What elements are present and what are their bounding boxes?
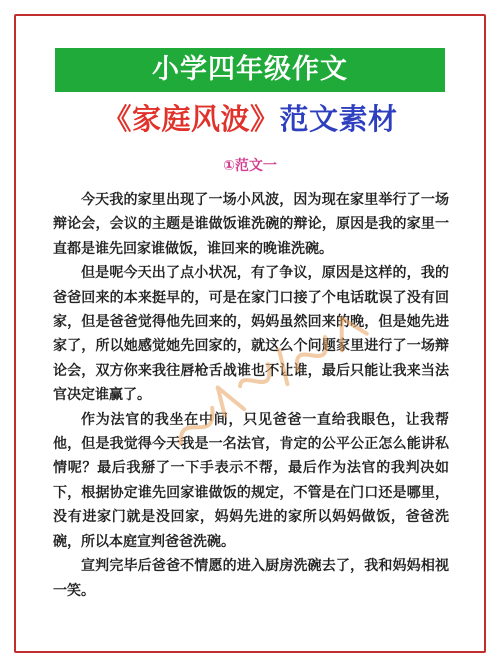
essay-paragraph-4: 宣判完毕后爸爸不情愿的进入厨房洗碗去了，我和妈妈相视一笑。 (53, 558, 449, 599)
subtitle-material-label: 范文素材 (279, 102, 398, 136)
subtitle-essay-title: 《家庭风波》 (102, 102, 280, 136)
essay-paragraph-1: 今天我的家里出现了一场小风波，因为现在家里举行了一场辩论会，会议的主题是谁做饭谁洗碗的辩论，原因是我的家里一直都是谁先回家谁做饭，谁回来的晚谁洗碗。 (53, 192, 449, 257)
essay-paragraph-3: 作为法官的我坐在中间，只见爸爸一直给我眼色，让我帮他，但是我觉得今天我是一名法官，肯定的公平公正怎么能讲私情呢？最后我掰了一下手表示不帮，最后作为法官的我判决如下，根据协定谁先回家谁做饭的规定，不管是在门口还是哪里，没有进家门就是没回家，妈妈先进的家所以妈妈做饭，爸爸洗碗，所以本庭宣判爸爸洗碗。 (53, 411, 449, 550)
essay-body (53, 188, 449, 603)
page-title-banner: 小学四年级作文 (55, 48, 445, 92)
page-subtitle (0, 96, 500, 142)
section-label: ①范文一 (223, 158, 277, 174)
essay-paragraph-2: 但是呢今天出了点小状况，有了争议，原因是这样的，我的爸爸回来的本来挺早的，可是在家门口接了个电话耽误了没有回家，但是爸爸觉得他先回来的，妈妈虽然回来的晚，但是她先进家了，所以她感觉她先回家的，就这么个问题家里进行了一场辩论会，双方你来我往唇枪舌战谁也不让谁，最后只能让我来当法官决定谁赢了。 (53, 265, 449, 404)
